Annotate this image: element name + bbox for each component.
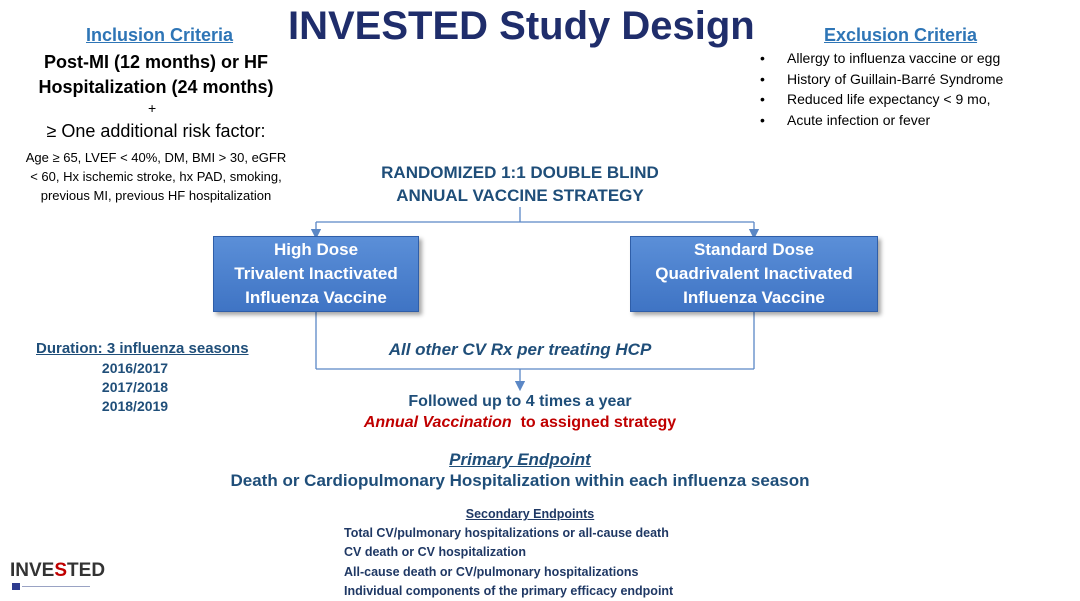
arm-line: Influenza Vaccine bbox=[245, 288, 387, 307]
annual-vaccination-text bbox=[340, 414, 700, 432]
secondary-endpoints-list bbox=[344, 524, 673, 601]
inclusion-main-line-1: Post-MI (12 months) or HF bbox=[44, 52, 268, 72]
secondary-endpoint-item: CV death or CV hospitalization bbox=[344, 545, 526, 560]
annual-vaccination-rest: to assigned strategy bbox=[511, 414, 677, 431]
inclusion-main-criteria bbox=[20, 50, 292, 100]
randomization-line-1: RANDOMIZED 1:1 DOUBLE BLIND bbox=[381, 163, 659, 182]
randomization-line-2: ANNUAL VACCINE STRATEGY bbox=[396, 186, 644, 205]
exclusion-item bbox=[760, 91, 1003, 112]
season-item: 2016/2017 bbox=[101, 360, 169, 376]
invested-logo bbox=[10, 560, 105, 582]
sponsor-logo-icon bbox=[12, 583, 20, 590]
secondary-endpoint-item: Total CV/pulmonary hospitalizations or all-cause death bbox=[344, 526, 669, 540]
logo-text-start: INVE bbox=[10, 560, 55, 581]
bullet-icon: • bbox=[760, 70, 765, 87]
exclusion-item bbox=[760, 50, 1003, 71]
logo-divider bbox=[22, 586, 90, 587]
followup-text: Followed up to 4 times a year bbox=[408, 393, 632, 410]
secondary-endpoint-item: Individual components of the primary efficacy endpoint bbox=[344, 583, 674, 598]
exclusion-item bbox=[760, 112, 1003, 133]
season-item: 2018/2019 bbox=[101, 398, 169, 414]
secondary-endpoint-item: All-cause death or CV/pulmonary hospitalizations bbox=[344, 564, 639, 579]
randomization-label bbox=[330, 161, 710, 207]
bullet-icon: • bbox=[760, 91, 765, 107]
inclusion-plus: + bbox=[148, 100, 157, 116]
arm-line: High Dose bbox=[273, 240, 359, 259]
arm-line: Trivalent Inactivated bbox=[234, 264, 398, 283]
primary-endpoint-text: Death or Cardiopulmonary Hospitalization within each influenza season bbox=[230, 471, 810, 490]
exclusion-heading: Exclusion Criteria bbox=[824, 25, 978, 45]
annual-vaccination-label: Annual Vaccination bbox=[363, 414, 512, 431]
inclusion-risk-heading: ≥ One additional risk factor: bbox=[46, 121, 266, 141]
exclusion-list bbox=[760, 50, 1003, 132]
exclusion-item-text: Acute infection or fever bbox=[787, 111, 931, 128]
secondary-endpoints-heading: Secondary Endpoints bbox=[465, 507, 595, 521]
exclusion-item bbox=[760, 71, 1003, 92]
arm-line: Influenza Vaccine bbox=[683, 288, 825, 307]
primary-endpoint-heading: Primary Endpoint bbox=[449, 450, 591, 469]
inclusion-main-line-2: Hospitalization (24 months) bbox=[38, 77, 274, 97]
logo-heart-letter: S bbox=[54, 560, 68, 581]
standard-dose-arm-box bbox=[630, 236, 878, 312]
exclusion-item-text: History of Guillain-Barré Syndrome bbox=[787, 70, 1004, 87]
bullet-icon: • bbox=[760, 111, 765, 128]
logo-sponsor-mark bbox=[12, 582, 90, 590]
arm-line: Standard Dose bbox=[694, 240, 814, 259]
logo-text-end: TED bbox=[67, 560, 106, 581]
season-list bbox=[100, 359, 170, 416]
duration-heading: Duration: 3 influenza seasons bbox=[36, 340, 249, 357]
bullet-icon: • bbox=[760, 50, 765, 66]
exclusion-item-text: Allergy to influenza vaccine or egg bbox=[787, 50, 1001, 66]
high-dose-arm-box bbox=[213, 236, 419, 312]
page-title: INVESTED Study Design bbox=[288, 4, 755, 48]
cv-rx-note: All other CV Rx per treating HCP bbox=[388, 340, 652, 359]
exclusion-item-text: Reduced life expectancy < 9 mo, bbox=[787, 91, 991, 107]
season-item: 2017/2018 bbox=[101, 379, 169, 395]
inclusion-heading: Inclusion Criteria bbox=[86, 25, 234, 45]
inclusion-risk-details: Age ≥ 65, LVEF < 40%, DM, BMI > 30, eGFR < 60, Hx ischemic stroke, hx PAD, smoking, previous MI, previous HF hospitalization bbox=[25, 150, 287, 203]
arm-line: Quadrivalent Inactivated bbox=[655, 264, 853, 283]
